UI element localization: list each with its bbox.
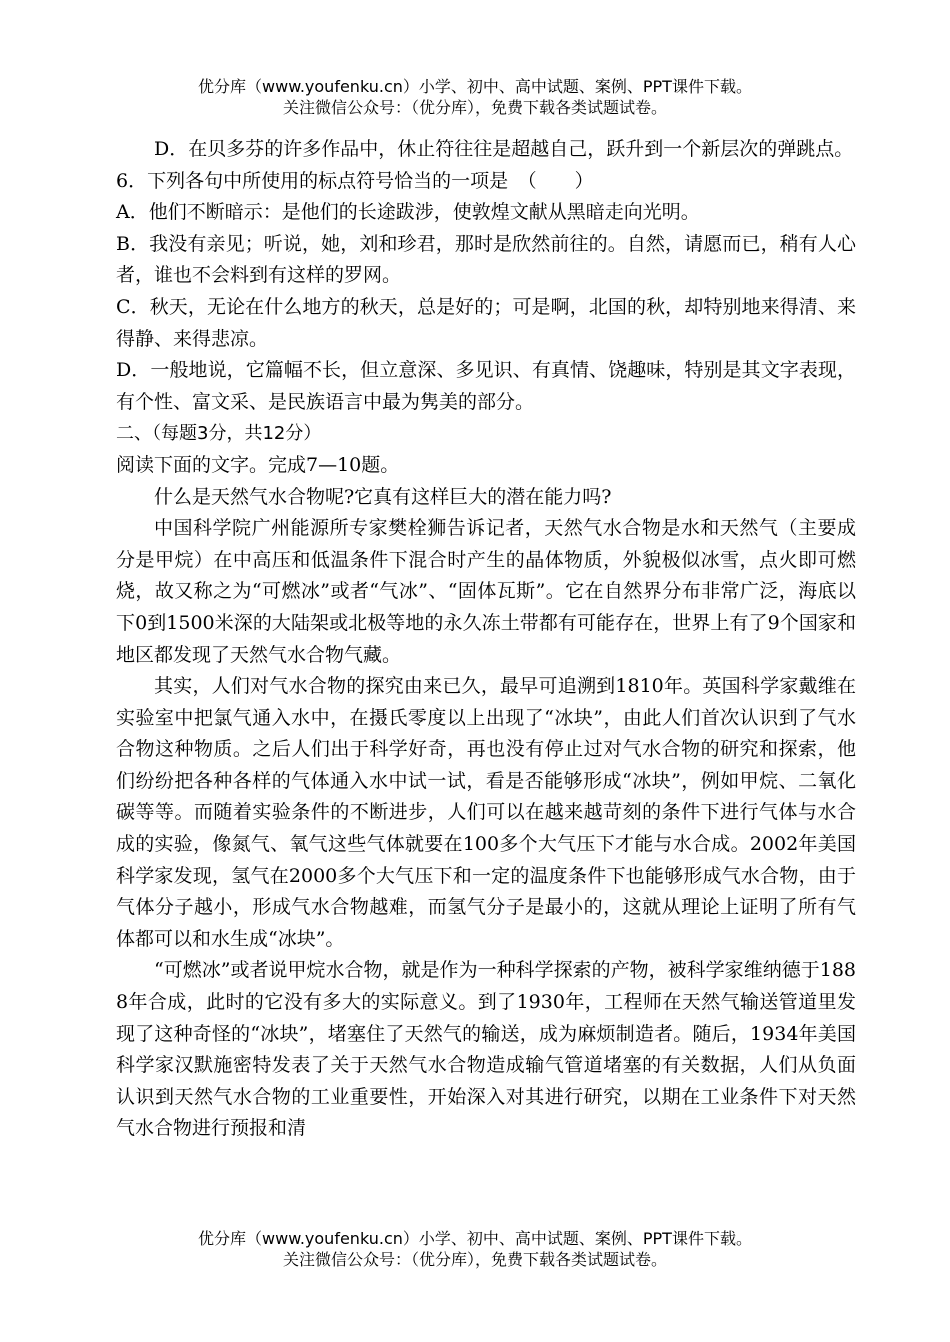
question-6-option-a: A．他们不断暗示：是他们的长途跋涉，使敦煌文献从黑暗走向光明。 bbox=[116, 201, 700, 224]
passage-paragraph: 其实，人们对气水合物的探究由来已久，最早可追溯到1810年。英国科学家戴维在实验室中把氯气通入水中，在摄氏零度以上出现了“冰块”，由此人们首次认识到了气水合物这种物质。之后人们出于科学好奇，再也没有停止过对气水合物的研究和探索，他们纷纷把各种各样的气体通入水中试一试，看是否能够形成“冰块”，例如甲烷、二氧化碳等等。而随着实验条件的不断进步，人们可以在越来越苛刻的条件下进行气体与水合成的实验，像氮气、氧气这些气体就要在100多个大气压下才能与水合成。2002年美国科学家发现，氢气在2000多个大气压下和一定的温度条件下也能够形成气水合物，由于气体分子越小，形成气水合物越难，而氢气分子是最小的，这就从理论上证明了所有气体都可以和水生成“冰块”。 bbox=[116, 675, 856, 950]
footer-line-2: 关注微信公众号：（优分库），免费下载各类试题试卷。 bbox=[282, 1250, 667, 1269]
passage-paragraph: 中国科学院广州能源所专家樊栓狮告诉记者，天然气水合物是水和天然气（主要成分是甲烷）在中高压和低温条件下混合时产生的晶体物质，外貌极似冰雪，点火即可燃烧，故又称之为“可燃冰”或者“气冰”、“固体瓦斯”。它在自然界分布非常广泛，海底以下0到1500米深的大陆架或北极等地的永久冻土带都有可能存在，世界上有了9个国家和地区都发现了天然气水合物气藏。 bbox=[116, 517, 856, 666]
footer-line-1: 优分库（www.youfenku.cn）小学、初中、高中试题、案例、PPT课件下载。 bbox=[198, 1229, 752, 1248]
question-5-option-d: D．在贝多芬的许多作品中，休止符往往是超越自己，跃升到一个新层次的弹跳点。 bbox=[154, 138, 854, 160]
document-body bbox=[116, 134, 856, 1145]
question-6-option-c: C．秋天，无论在什么地方的秋天，总是好的；可是啊，北国的秋，却特别地来得清、来得静、来得悲凉。 bbox=[116, 295, 856, 350]
section-2-instruction: 阅读下面的文字。完成7—10题。 bbox=[116, 453, 400, 476]
section-2-title: 二、（每题3分，共12分） bbox=[116, 423, 322, 445]
page-header bbox=[0, 76, 950, 118]
header-line-2: 关注微信公众号：（优分库），免费下载各类试题试卷。 bbox=[282, 98, 667, 117]
page-footer bbox=[0, 1228, 950, 1270]
header-line-1: 优分库（www.youfenku.cn）小学、初中、高中试题、案例、PPT课件下载。 bbox=[198, 77, 752, 96]
question-6-option-d: D．一般地说，它篇幅不长，但立意深、多见识、有真情、饶趣味，特别是其文字表现，有个性、富文采、是民族语言中最为隽美的部分。 bbox=[116, 359, 856, 413]
passage-paragraph: 什么是天然气水合物呢?它真有这样巨大的潜在能力吗? bbox=[154, 485, 612, 508]
question-6-stem: 6．下列各句中所使用的标点符号恰当的一项是 （ ） bbox=[116, 169, 594, 192]
question-6-option-b: B．我没有亲见；听说，她，刘和珍君，那时是欣然前往的。自然，请愿而已，稍有人心者，谁也不会料到有这样的罗网。 bbox=[116, 232, 856, 287]
passage-paragraph: “可燃冰”或者说甲烷水合物，就是作为一种科学探索的产物，被科学家维纳德于1888年合成，此时的它没有多大的实际意义。到了1930年，工程师在天然气输送管道里发现了这种奇怪的“冰块”，堵塞住了天然气的输送，成为麻烦制造者。随后，1934年美国科学家汉默施密特发表了关于天然气水合物造成输气管道堵塞的有关数据，人们从负面认识到天然气水合物的工业重要性，开始深入对其进行研究，以期在工业条件下对天然气水合物进行预报和清 bbox=[116, 959, 856, 1140]
